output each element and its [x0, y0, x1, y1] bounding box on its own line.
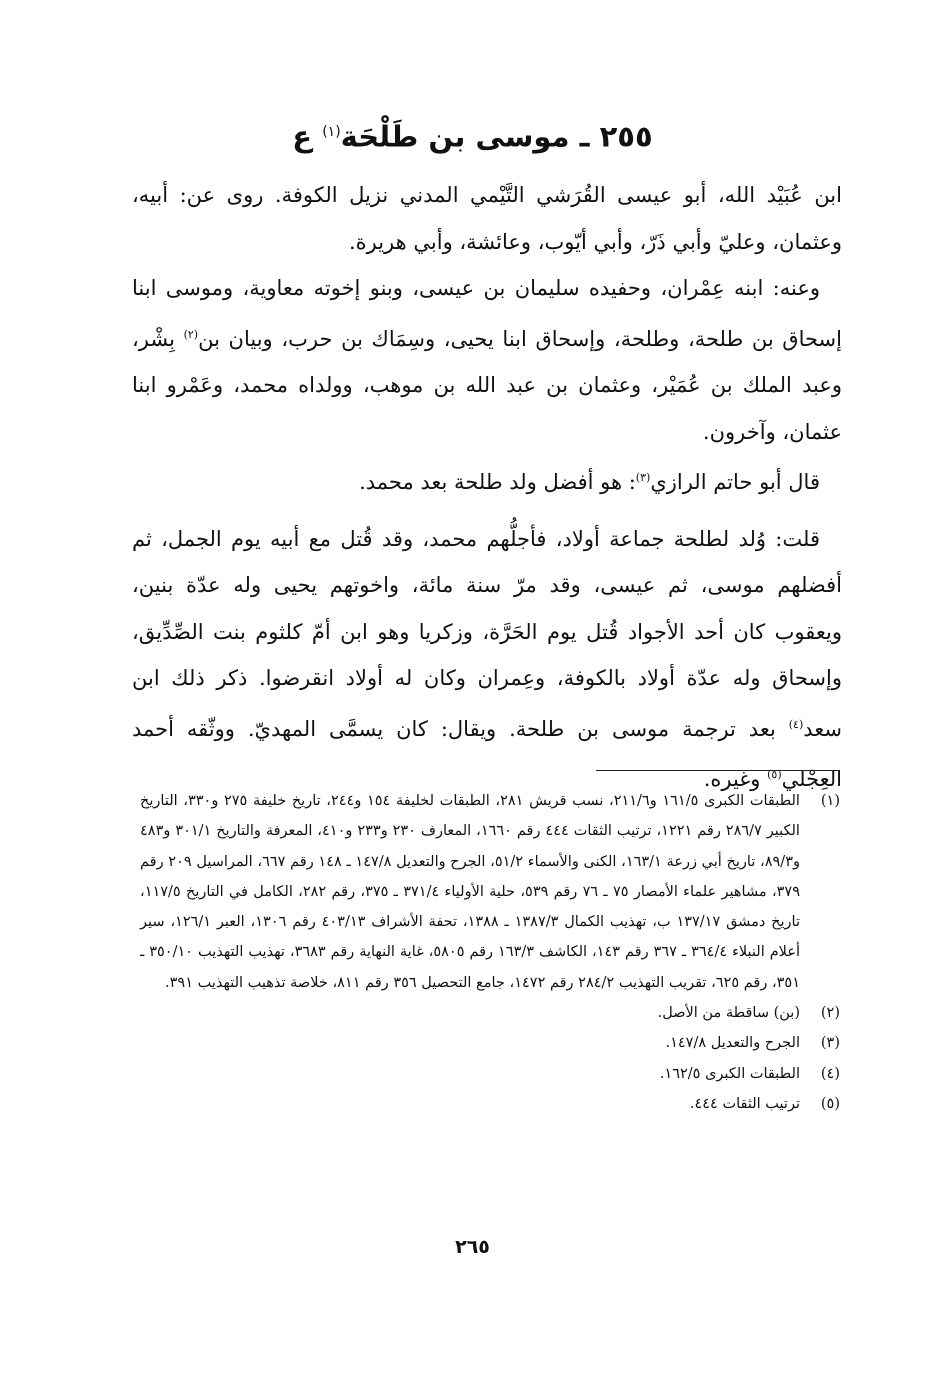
- footnote-number: (٣): [820, 1035, 840, 1052]
- paragraph-narrators: [132, 265, 842, 455]
- footnote-item: [140, 1028, 840, 1058]
- commentary-text-part1: قلت: وُلد لطلحة جماعة أولاد، فأجلُّهم محمد، وقد قُتل مع أبيه يوم الجمل، ثم أفضلهم موسى، ثم عيسى، وقد مرّ سنة مائة، واخوتهم يحيى وله عدّة بنين، ويعقوب كان أحد الأجواد قُتل يوم الحَرَّة، وزكريا وهو ابن أمّ كلثوم بنت الصِّدِّيق، وإسحاق وله عدّة أولاد بالكوفة، وعِمران وكان له أولاد انقرضوا. ذكر ذلك ابن سعد: [132, 526, 842, 741]
- narrators-text-part1: وعنه: ابنه عِمْران، وحفيده سليمان بن عيسى، وبنو إخوته معاوية، وموسى ابنا إسحاق بن طلحة، وطلحة، وإسحاق ابنا يحيى، وسِمَاك بن حرب، وبيان بن: [132, 276, 842, 351]
- footnote-marker: (١): [322, 124, 341, 140]
- entry-heading-text: ٢٥٥ ـ موسى بن طَلْحَة: [340, 119, 653, 154]
- page-number: ٢٦٥: [455, 1236, 490, 1258]
- paragraph-lineage: ابن عُبَيْد الله، أبو عيسى القُرَشي التَّيْمي المدني نزيل الكوفة. روى عن: أبيه، وعثمان، وعليّ وأبي ذَرّ، وأبي أيّوب، وعائشة، وأبي هريرة.: [132, 183, 842, 254]
- footnote-text: (بن) ساقطة من الأصل.: [657, 1005, 800, 1022]
- paragraph-commentary: [132, 516, 842, 803]
- footnote-text: ترتيب الثقات ٤٤٤.: [689, 1095, 800, 1112]
- entry-body: [132, 172, 842, 803]
- footnote-number: (٥): [820, 1095, 840, 1112]
- commentary-text-part3: وغيره.: [703, 767, 768, 791]
- footnote-number: (١): [820, 793, 840, 809]
- footnote-marker: (٣): [635, 471, 651, 484]
- footnote-text: الطبقات الكبرى ١٦١/٥ و٢١١/٦، نسب قريش ٢٨١، الطبقات لخليفة ١٥٤ و٢٤٤، تاريخ خليفة ٢٧٥ و٣٣٠، التاريخ الكبير ٢٨٦/٧ رقم ١٢٢١، ترتيب الثقات ٤٤٤ رقم ١٦٦٠، المعارف ٢٣٠ و٢٣٣ و٤١٠، المعرفة والتاريخ ٣٠١/١ و٤٨٣ و٨٩/٣، تاريخ أبي زرعة ١٦٣/١، الكنى والأسماء ٥١/٢، الجرح والتعديل ١٤٧/٨ ـ ١٤٨ رقم ٦٦٧، المراسيل ٢٠٩ رقم ٣٧٩، مشاهير علماء الأمصار ٧٥ ـ ٧٦ رقم ٥٣٩، حلية الأولياء ٣٧١/٤ ـ ٣٧٥، رقم ٢٨٢، الكامل في التاريخ ١١٧/٥، تاريخ دمشق ١٣٧/١٧ ب، تهذيب الكمال ١٣٨٧/٣ ـ ١٣٨٨، تحفة الأشراف ٤٠٣/١٣ رقم ١٣٠٦، العبر ١٢٦/١، سير أعلام النبلاء ٣٦٤/٤ ـ ٣٦٧ رقم ١٤٣، الكاشف ١٦٣/٣ رقم ٥٨٠٥، غاية النهاية رقم ٣٦٨٣، تهذيب التهذيب ٣٥٠/١٠ ـ ٣٥١، رقم ٦٢٥، تقريب التهذيب ٢٨٤/٢ رقم ١٤٧٢، جامع التحصيل ٣٥٦ رقم ٨١١، خلاصة تذهيب التهذيب ٣٩١.: [140, 793, 801, 991]
- footnote-item: [140, 1089, 840, 1119]
- entry-heading: [0, 108, 945, 161]
- paragraph-abu-hatim: [132, 455, 842, 506]
- footnote-marker: (٥): [767, 768, 782, 781]
- footnote-number: (٢): [820, 1005, 840, 1022]
- footnote-number: (٤): [820, 1065, 840, 1082]
- footnote-item: [140, 786, 840, 998]
- narrators-text-part2: بِشْر، وعبد الملك بن عُمَيْر، وعثمان بن عبد الله بن موهب، وولداه محمد، وعَمْرو ابنا عثمان، وآخرون.: [132, 326, 842, 444]
- footnote-text: الطبقات الكبرى ١٦٢/٥.: [659, 1065, 800, 1082]
- footnote-divider: [596, 770, 840, 771]
- entry-heading-suffix: ع: [292, 119, 323, 154]
- commentary-text-part2: بعد ترجمة موسى بن طلحة. ويقال: كان يسمَّى المهديّ. ووثّقه أحمد العِجْلي: [132, 716, 842, 791]
- footnote-marker: (٢): [183, 327, 199, 341]
- footnote-marker: (٤): [788, 717, 804, 731]
- footnote-item: [140, 1059, 840, 1089]
- footnote-item: [140, 998, 840, 1028]
- abu-hatim-text-part2: : هو أفضل ولد طلحة بعد محمد.: [359, 470, 636, 494]
- footnote-text: الجرح والتعديل ١٤٧/٨.: [665, 1035, 800, 1052]
- footnotes: [140, 786, 840, 1119]
- abu-hatim-text-part1: قال أبو حاتم الرازي: [650, 470, 820, 494]
